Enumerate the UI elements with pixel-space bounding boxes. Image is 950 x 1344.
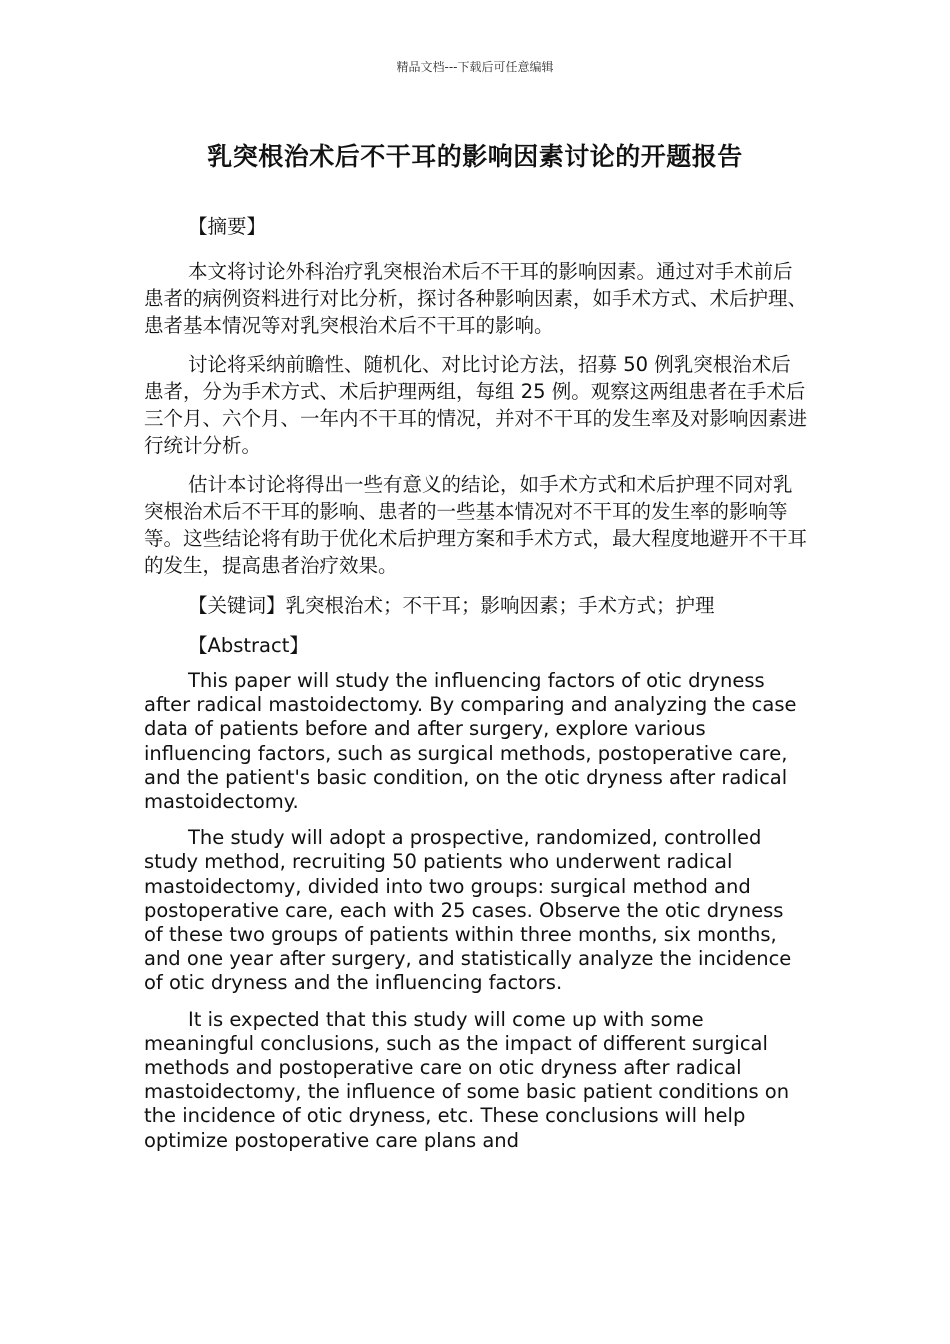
- abstract-en-paragraph: It is expected that this study will come up with some meaningful conclusions, such as the impact of different surgical methods and postoperative care on otic dryness after radical mastoidectomy, the influence of some basic patient conditions on the incidence of otic dryness, etc. These conclusions will help optimize postoperative care plans and: [144, 1007, 790, 1152]
- document-title: 乳突根治术后不干耳的影响因素讨论的开题报告: [207, 142, 743, 171]
- abstract-zh-paragraph: 讨论将采纳前瞻性、随机化、对比讨论方法，招募 50 例乳突根治术后患者，分为手术方式、术后护理两组，每组 25 例。观察这两组患者在手术后三个月、六个月、一年内不干耳的情况，并对不干耳的发生率及对影响因素进行统计分析。: [144, 353, 808, 457]
- abstract-zh-paragraph: 本文将讨论外科治疗乳突根治术后不干耳的影响因素。通过对手术前后患者的病例资料进行对比分析，探讨各种影响因素，如手术方式、术后护理、患者基本情况等对乳突根治术后不干耳的影响。: [144, 260, 808, 337]
- abstract-en-paragraph: The study will adopt a prospective, randomized, controlled study method, recruiting 50 patients who underwent radical mastoidectomy, divided into two groups: surgical method and postoperative care, each with 25 cases. Observe the otic dryness of these two groups of patients within three months, six months, and one year after surgery, and statistically analyze the incidence of otic dryness and the influencing factors.: [144, 826, 792, 995]
- header-note: 精品文档---下载后可任意编辑: [396, 60, 554, 74]
- abstract-en-label: 【Abstract】: [188, 634, 309, 657]
- abstract-zh-label: 【摘要】: [188, 215, 267, 238]
- document-body: [144, 212, 808, 1165]
- abstract-zh-paragraph: 估计本讨论将得出一些有意义的结论，如手术方式和术后护理不同对乳突根治术后不干耳的影响、患者的一些基本情况对不干耳的发生率的影响等等。这些结论将有助于优化术后护理方案和手术方式，最大程度地避开不干耳的发生，提高患者治疗效果。: [144, 473, 808, 577]
- abstract-en-paragraph: This paper will study the influencing factors of otic dryness after radical mastoidectomy. By comparing and analyzing the case data of patients before and after surgery, explore various influencing factors, such as surgical methods, postoperative care, and the patient's basic condition, on the otic dryness after radical mastoidectomy.: [144, 669, 797, 814]
- keywords: 【关键词】乳突根治术；不干耳；影响因素；手术方式；护理: [188, 594, 715, 617]
